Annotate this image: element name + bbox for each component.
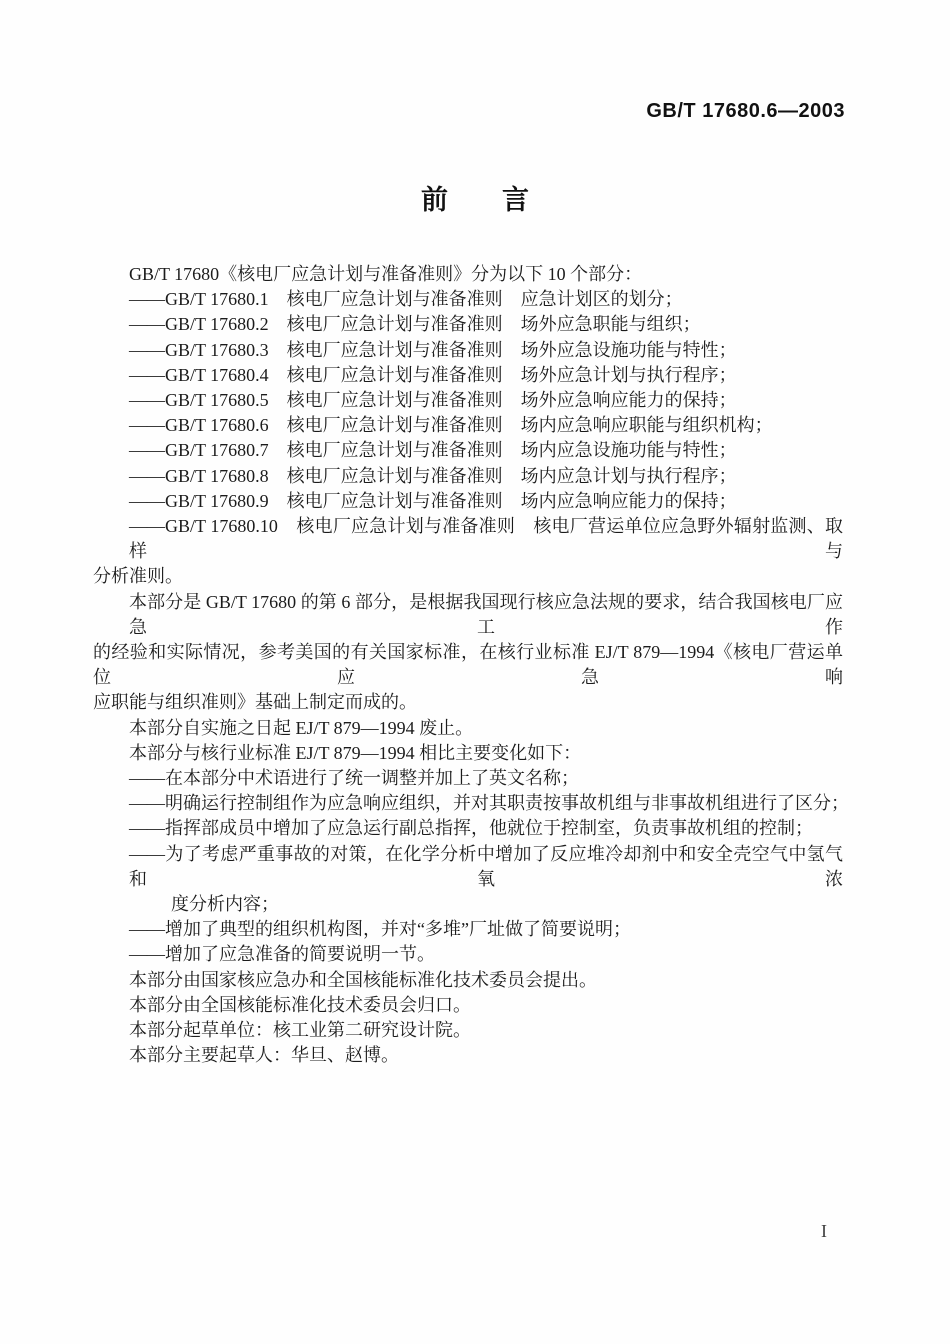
body-line: 本部分由国家核应急办和全国核能标准化技术委员会提出。 — [129, 969, 597, 990]
body-line: 本部分起草单位：核工业第二研究设计院。 — [129, 1020, 471, 1041]
body-line: ——GB/T 17680.4 核电厂应急计划与准备准则 场外应急计划与执行程序； — [129, 364, 737, 385]
body-line: 分析准则。 — [93, 566, 183, 587]
body-line: 本部分与核行业标准 EJ/T 879—1994 相比主要变化如下： — [129, 742, 582, 763]
body-line: ——GB/T 17680.6 核电厂应急计划与准备准则 场内应急响应职能与组织机构； — [129, 415, 773, 436]
foreword-title: 前 言 — [421, 185, 529, 215]
body-line: ——GB/T 17680.5 核电厂应急计划与准备准则 场外应急响应能力的保持； — [129, 390, 737, 411]
body-line: ——GB/T 17680.8 核电厂应急计划与准备准则 场内应急计划与执行程序； — [129, 465, 737, 486]
body-line: 应职能与组织准则》基础上制定而成的。 — [93, 692, 417, 713]
body-line: ——在本部分中术语进行了统一调整并加上了英文名称； — [129, 768, 579, 789]
body-line: GB/T 17680《核电厂应急计划与准备准则》分为以下 10 个部分： — [129, 264, 643, 284]
body-line: ——GB/T 17680.9 核电厂应急计划与准备准则 场内应急响应能力的保持； — [129, 490, 737, 511]
body-line: ——增加了应急准备的简要说明一节。 — [129, 944, 435, 965]
body-line: 本部分自实施之日起 EJ/T 879—1994 废止。 — [129, 717, 474, 738]
body-line: ——明确运行控制组作为应急响应组织，并对其职责按事故机组与非事故机组进行了区分； — [129, 793, 849, 814]
foreword-body — [93, 262, 849, 1069]
body-line: ——GB/T 17680.10 核电厂应急计划与准备准则 核电厂营运单位应急野外辐射监测、取样与 — [129, 516, 843, 562]
body-line: ——GB/T 17680.3 核电厂应急计划与准备准则 场外应急设施功能与特性； — [129, 339, 737, 360]
body-line: ——为了考虑严重事故的对策，在化学分析中增加了反应堆冷却剂中和安全壳空气中氢气和氧浓 — [129, 843, 843, 889]
standard-code-header: GB/T 17680.6—2003 — [646, 100, 845, 122]
page-number: I — [821, 1221, 827, 1241]
body-line: 度分析内容； — [171, 894, 279, 915]
body-line: ——GB/T 17680.2 核电厂应急计划与准备准则 场外应急职能与组织； — [129, 314, 701, 335]
body-line: ——指挥部成员中增加了应急运行副总指挥，他就位于控制室，负责事故机组的控制； — [129, 818, 813, 839]
body-line: 本部分由全国核能标准化技术委员会归口。 — [129, 994, 471, 1015]
body-line: ——GB/T 17680.1 核电厂应急计划与准备准则 应急计划区的划分； — [129, 289, 683, 310]
body-line: ——增加了典型的组织机构图，并对“多堆”厂址做了简要说明； — [129, 919, 631, 940]
body-line: 本部分主要起草人：华旦、赵博。 — [129, 1045, 399, 1066]
body-line: 本部分是 GB/T 17680 的第 6 部分，是根据我国现行核应急法规的要求，结合我国核电厂应急工作 — [129, 591, 843, 637]
body-line: 的经验和实际情况，参考美国的有关国家标准，在核行业标准 EJ/T 879—1994《核电厂营运单位应急响 — [93, 642, 843, 688]
body-line: ——GB/T 17680.7 核电厂应急计划与准备准则 场内应急设施功能与特性； — [129, 440, 737, 461]
